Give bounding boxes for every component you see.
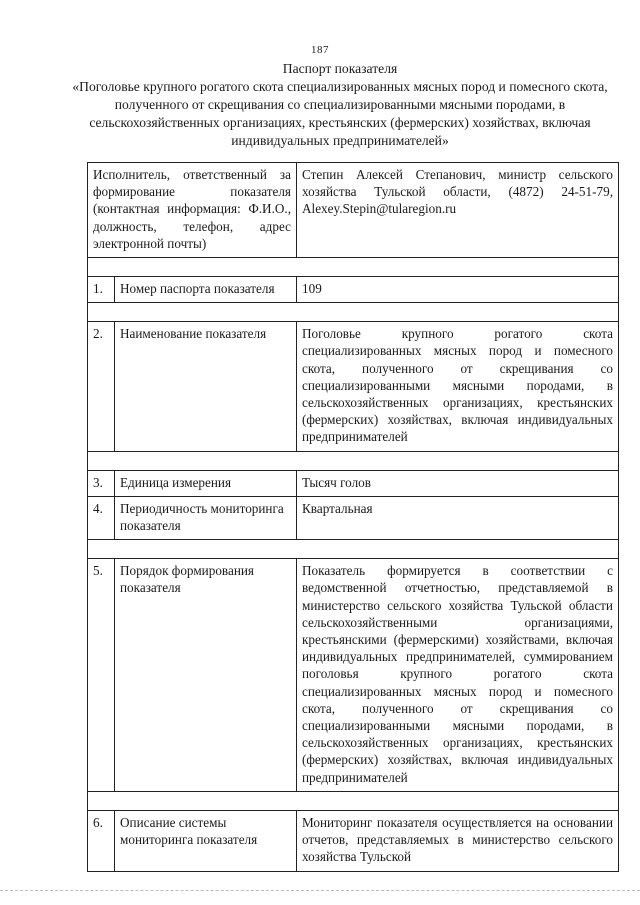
scan-edge-line	[0, 890, 640, 893]
passport-title	[60, 60, 620, 150]
executor-row	[88, 163, 619, 258]
passport-table	[87, 162, 619, 872]
passport-subtitle: «Поголовье крупного рогатого скота специализированных мясных пород и помесного скота, полученного от скрещивания со специализированными мясными породами, в сельскохозяйственных организациях, крестьянских (фермерских) хозяйствах, включая индивидуальных предпринимателей»	[72, 79, 608, 148]
table-row	[88, 496, 619, 539]
row-label: Порядок формирования показателя	[115, 559, 297, 792]
spacer-row	[88, 303, 619, 322]
table-row	[88, 810, 619, 871]
row-value: Мониторинг показателя осуществляется на основании отчетов, представляемых в министерство сельского хозяйства Тульской	[297, 810, 619, 871]
row-number: 4.	[88, 496, 115, 539]
table-row	[88, 559, 619, 792]
passport-heading: Паспорт показателя	[282, 61, 398, 76]
row-value: Тысяч голов	[297, 470, 619, 496]
row-value: Показатель формируется в соответствии с ведомственной отчетностью, представляемой в министерство сельского хозяйства Тульской области сельскохозяйственными организациями, крестьянскими (фермерскими) хозяйствами, включая индивидуальных предпринимателей, суммированием поголовья крупного рогатого скота специализированных мясных пород и помесного скота, полученного от скрещивания со специализированными мясными породами, в сельскохозяйственных организациях, крестьянских (фермерских) хозяйствах, включая индивидуальных предпринимателей	[297, 559, 619, 792]
spacer-row	[88, 540, 619, 559]
row-label: Периодичность мониторинга показателя	[115, 496, 297, 539]
page-number: 187	[311, 44, 329, 56]
row-number: 5.	[88, 559, 115, 792]
row-number: 1.	[88, 277, 115, 303]
row-value: Квартальная	[297, 496, 619, 539]
executor-value: Степин Алексей Степанович, министр сельского хозяйства Тульской области, (4872) 24-51-79, Alexey.Stepin@tularegion.ru	[297, 163, 619, 258]
table-row	[88, 322, 619, 451]
row-value: 109	[297, 277, 619, 303]
row-label: Единица измерения	[115, 470, 297, 496]
row-value: Поголовье крупного рогатого скота специализированных мясных пород и помесного скота, полученного от скрещивания со специализированными мясными породами, в сельскохозяйственных организациях, крестьянских (фермерских) хозяйствах, включая индивидуальных предпринимателей	[297, 322, 619, 451]
row-number: 3.	[88, 470, 115, 496]
row-label: Описание системы мониторинга показателя	[115, 810, 297, 871]
table-row	[88, 470, 619, 496]
table-row	[88, 277, 619, 303]
spacer-row	[88, 258, 619, 277]
row-number: 2.	[88, 322, 115, 451]
executor-label: Исполнитель, ответственный за формирование показателя (контактная информация: Ф.И.О., должность, телефон, адрес электронной почты)	[88, 163, 297, 258]
row-label: Номер паспорта показателя	[115, 277, 297, 303]
spacer-row	[88, 451, 619, 470]
spacer-row	[88, 791, 619, 810]
row-label: Наименование показателя	[115, 322, 297, 451]
row-number: 6.	[88, 810, 115, 871]
